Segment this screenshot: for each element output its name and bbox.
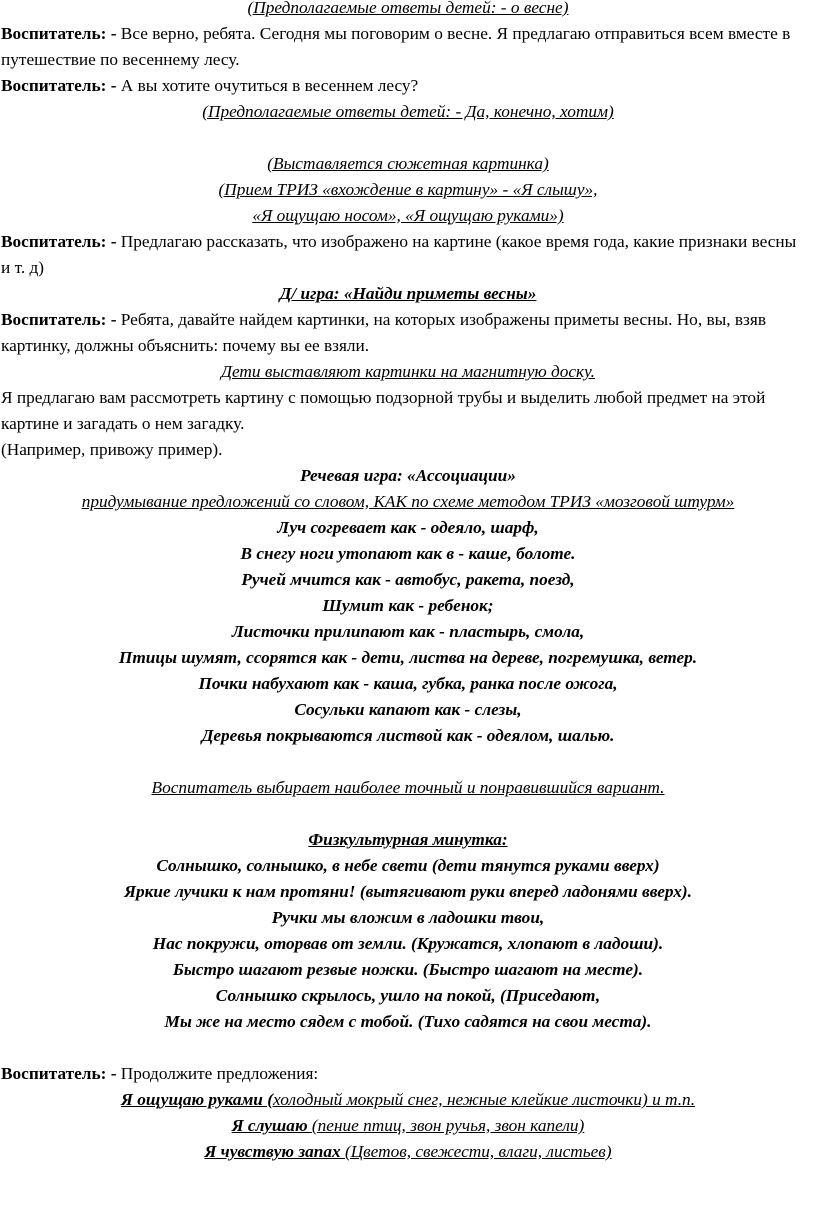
sense-line xyxy=(0,1113,816,1139)
centered-line: (Выставляется сюжетная картинка) xyxy=(267,154,549,173)
centered-line: Солнышко скрылось, ушло на покой, (Приседают, xyxy=(215,986,601,1005)
speaker-paragraph xyxy=(0,229,816,281)
blank-line xyxy=(0,1035,816,1061)
centered-line: Мы же на место сядем с тобой. (Тихо садятся на свои места). xyxy=(164,1012,652,1031)
sense-lead: Я ощущаю руками ( xyxy=(120,1090,273,1109)
centered-line: Ручей мчится как - автобус, ракета, поезд, xyxy=(241,570,575,589)
centered-line: Яркие лучики к нам протяни! (вытягивают руки вперед ладонями вверх). xyxy=(124,882,692,901)
centered-line: (Предполагаемые ответы детей: - Да, конечно, хотим) xyxy=(202,102,614,121)
speaker-paragraph xyxy=(0,307,816,359)
centered-line: (Прием ТРИЗ «вхождение в картину» - «Я слышу», xyxy=(218,180,598,199)
blank-line xyxy=(0,801,816,827)
sense-lead: Я слушаю xyxy=(231,1116,312,1135)
centered-line: Шумит как - ребенок; xyxy=(322,596,494,615)
speaker-paragraph xyxy=(0,21,816,73)
centered-line: Речевая игра: «Ассоциации» xyxy=(300,466,516,485)
paragraph-text: Продолжите предложения: xyxy=(120,1064,319,1083)
sense-rest: холодный мокрый снег, нежные клейкие листочки) и т.п. xyxy=(273,1090,696,1109)
sense-rest: (Цветов, свежести, влаги, листьев) xyxy=(344,1142,612,1161)
paragraph-text: Предлагаю рассказать, что изображено на картине (какое время года, какие признаки весны и т. д) xyxy=(1,232,797,277)
blank-line xyxy=(0,749,816,775)
centered-line: Деревья покрываются листвой как - одеялом, шалью. xyxy=(201,726,615,745)
paragraph-text: А вы хотите очутиться в весеннем лесу? xyxy=(120,76,419,95)
plain-paragraph: Я предлагаю вам рассмотреть картину с помощью подзорной трубы и выделить любой предмет на этой картине и загадать о нем загадку. xyxy=(1,388,766,433)
speaker-paragraph xyxy=(0,73,816,99)
centered-line: Д/ игра: «Найди приметы весны» xyxy=(279,284,537,303)
paragraph-text: Ребята, давайте найдем картинки, на которых изображены приметы весны. Но, вы, взяв картинку, должны объяснить: почему вы ее взяли. xyxy=(1,310,766,355)
centered-line: Физкультурная минутка: xyxy=(308,830,508,849)
centered-line: Быстро шагают резвые ножки. (Быстро шагают на месте). xyxy=(172,960,644,979)
centered-line: Листочки прилипают как - пластырь, смола, xyxy=(231,622,585,641)
centered-line: Птицы шумят, ссорятся как - дети, листва на дереве, погремушка, ветер. xyxy=(118,648,698,667)
sense-line xyxy=(0,1139,816,1165)
sense-rest: (пение птиц, звон ручья, звон капели) xyxy=(311,1116,585,1135)
centered-line: Сосульки капают как - слезы, xyxy=(294,700,522,719)
plain-paragraph: (Например, привожу пример). xyxy=(1,440,223,459)
sense-lead: Я чувствую запах xyxy=(204,1142,345,1161)
sense-line xyxy=(0,1087,816,1113)
speaker-label: Воспитатель: - xyxy=(1,310,121,329)
paragraph-text: Все верно, ребята. Сегодня мы поговорим о весне. Я предлагаю отправиться всем вместе в путешествие по весеннему лесу. xyxy=(1,24,791,69)
centered-line: Нас покружи, оторвав от земли. (Кружатся, хлопают в ладоши). xyxy=(152,934,664,953)
speaker-label: Воспитатель: - xyxy=(1,232,121,251)
speaker-paragraph xyxy=(0,1061,816,1087)
speaker-label: Воспитатель: - xyxy=(1,1064,121,1083)
speaker-label: Воспитатель: - xyxy=(1,76,121,95)
centered-line: Луч согревает как - одеяло, шарф, xyxy=(277,518,539,537)
centered-line: Дети выставляют картинки на магнитную доску. xyxy=(220,362,595,381)
blank-line xyxy=(0,125,816,151)
centered-line: «Я ощущаю носом», «Я ощущаю руками») xyxy=(252,206,564,225)
centered-line: Ручки мы вложим в ладошки твои, xyxy=(271,908,545,927)
centered-line: придумывание предложений со словом, КАК по схеме методом ТРИЗ «мозговой штурм» xyxy=(81,492,735,511)
centered-line: В снегу ноги утопают как в - каше, болоте. xyxy=(240,544,576,563)
centered-line: Солнышко, солнышко, в небе свети (дети тянутся руками вверх) xyxy=(156,856,660,875)
centered-line: (Предполагаемые ответы детей: - о весне) xyxy=(247,0,569,17)
speaker-label: Воспитатель: - xyxy=(1,24,121,43)
centered-line: Почки набухают как - каша, губка, ранка после ожога, xyxy=(198,674,618,693)
centered-line: Воспитатель выбирает наиболее точный и понравившийся вариант. xyxy=(151,778,665,797)
